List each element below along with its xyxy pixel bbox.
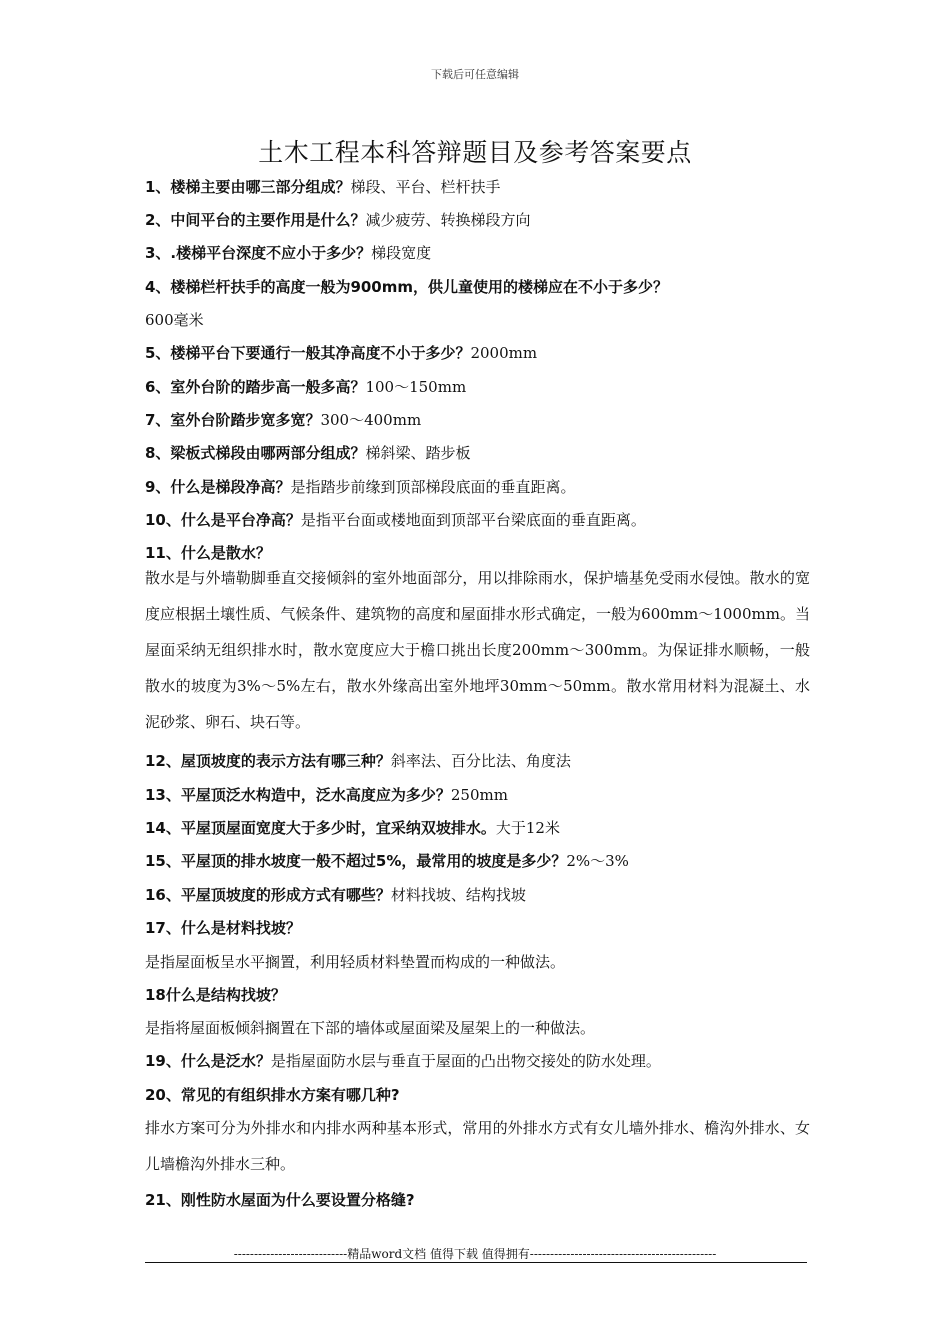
question-text: 20、常见的有组织排水方案有哪几种?: [145, 1086, 400, 1104]
answer-text: 是指踏步前缘到顶部梯段底面的垂直距离。: [290, 478, 576, 496]
qa-item: [145, 1018, 810, 1038]
answer-text: 梯段宽度: [371, 244, 432, 262]
header-note: 下载后可任意编辑: [431, 68, 519, 81]
answer-text: 250mm: [450, 786, 508, 804]
qa-item: [145, 885, 810, 905]
question-text: 17、什么是材料找坡？: [145, 919, 301, 937]
answer-text: 100～150mm: [365, 378, 467, 396]
answer-text: 大于12米: [495, 819, 560, 837]
answer-text: 梯斜梁、踏步板: [365, 444, 471, 462]
qa-item: [145, 1190, 810, 1210]
question-text: 11、什么是散水？: [145, 544, 271, 562]
qa-item: [145, 1051, 810, 1071]
question-text: 16、平屋顶坡度的形成方式有哪些？: [145, 886, 391, 904]
question-text: 18什么是结构找坡？: [145, 986, 286, 1004]
answer-text: 材料找坡、结构找坡: [390, 886, 526, 904]
qa-item: [145, 785, 810, 805]
qa-item: [145, 277, 810, 297]
answer-paragraph: 排水方案可分为外排水和内排水两种基本形式，常用的外排水方式有女儿墙外排水、檐沟外排水、女儿墙檐沟外排水三种。: [145, 1119, 810, 1173]
qa-item: [145, 210, 810, 230]
question-text: 21、刚性防水屋面为什么要设置分格缝?: [145, 1191, 415, 1209]
qa-item: [145, 243, 810, 263]
question-text: 8、梁板式梯段由哪两部分组成？: [145, 444, 366, 462]
question-text: 2、中间平台的主要作用是什么？: [145, 211, 366, 229]
answer-text: 300～400mm: [320, 411, 422, 429]
qa-item: [145, 343, 810, 363]
qa-item: [145, 851, 810, 871]
qa-item: [145, 751, 810, 771]
answer-paragraph: 散水是与外墙勒脚垂直交接倾斜的室外地面部分，用以排除雨水，保护墙基免受雨水侵蚀。散水的宽度应根据土壤性质、气候条件、建筑物的高度和屋面排水形式确定，一般为600mm～1000mm。当屋面采纳无组织排水时，散水宽度应大于檐口挑出长度200mm～300mm。为保证排水顺畅，一般散水的坡度为3%～5%左右，散水外缘高出室外地坪30mm～50mm。散水常用材料为混凝土、水泥砂浆、卵石、块石等。: [145, 569, 810, 731]
qa-item: [145, 477, 810, 497]
answer-text: 600毫米: [145, 311, 204, 329]
question-text: 9、什么是梯段净高？: [145, 478, 291, 496]
qa-item: [145, 918, 810, 938]
answer-text: 是指屋面防水层与垂直于屋面的凸出物交接处的防水处理。: [270, 1052, 661, 1070]
qa-item: [145, 510, 810, 530]
answer-text: 斜率法、百分比法、角度法: [390, 752, 571, 770]
qa-item: [145, 410, 810, 430]
question-text: 19、什么是泛水？: [145, 1052, 271, 1070]
question-text: 14、平屋顶屋面宽度大于多少时，宜采纳双坡排水。: [145, 819, 496, 837]
qa-item: [145, 985, 810, 1005]
qa-item: [145, 177, 810, 197]
answer-text: 是指平台面或楼地面到顶部平台梁底面的垂直距离。: [300, 511, 646, 529]
question-text: 1、楼梯主要由哪三部分组成？: [145, 178, 351, 196]
answer-text: 减少疲劳、转换梯段方向: [365, 211, 531, 229]
answer-text: 是指屋面板呈水平搁置，利用轻质材料垫置而构成的一种做法。: [145, 953, 566, 971]
question-text: 10、什么是平台净高？: [145, 511, 301, 529]
answer-text: 是指将屋面板倾斜搁置在下部的墙体或屋面梁及屋架上的一种做法。: [145, 1019, 596, 1037]
answer-text: 2%～3%: [566, 852, 629, 870]
footer-divider: [145, 1262, 807, 1263]
answer-text: 梯段、平台、栏杆扶手: [350, 178, 501, 196]
question-text: 12、屋顶坡度的表示方法有哪三种？: [145, 752, 391, 770]
qa-item: [145, 443, 810, 463]
answer-text: 2000mm: [470, 344, 538, 362]
question-text: 13、平屋顶泛水构造中，泛水高度应为多少？: [145, 786, 451, 804]
qa-item: [145, 377, 810, 397]
question-text: 3、.楼梯平台深度不应小于多少？: [145, 244, 372, 262]
page-title: 土木工程本科答辩题目及参考答案要点: [258, 138, 692, 167]
question-text: 4、楼梯栏杆扶手的高度一般为900mm，供儿童使用的楼梯应在不小于多少？: [145, 278, 669, 296]
qa-item: [145, 818, 810, 838]
footer-text: ----------------------------精品word文档 值得下载 值得拥有----------------------------------------------: [233, 1247, 717, 1261]
question-text: 6、室外台阶的踏步高一般多高？: [145, 378, 366, 396]
question-text: 15、平屋顶的排水坡度一般不超过5%，最常用的坡度是多少？: [145, 852, 567, 870]
question-text: 5、楼梯平台下要通行一般其净高度不小于多少？: [145, 344, 471, 362]
question-text: 7、室外台阶踏步宽多宽？: [145, 411, 321, 429]
qa-item: [145, 952, 810, 972]
qa-item: [145, 1085, 810, 1105]
qa-item: [145, 310, 810, 330]
